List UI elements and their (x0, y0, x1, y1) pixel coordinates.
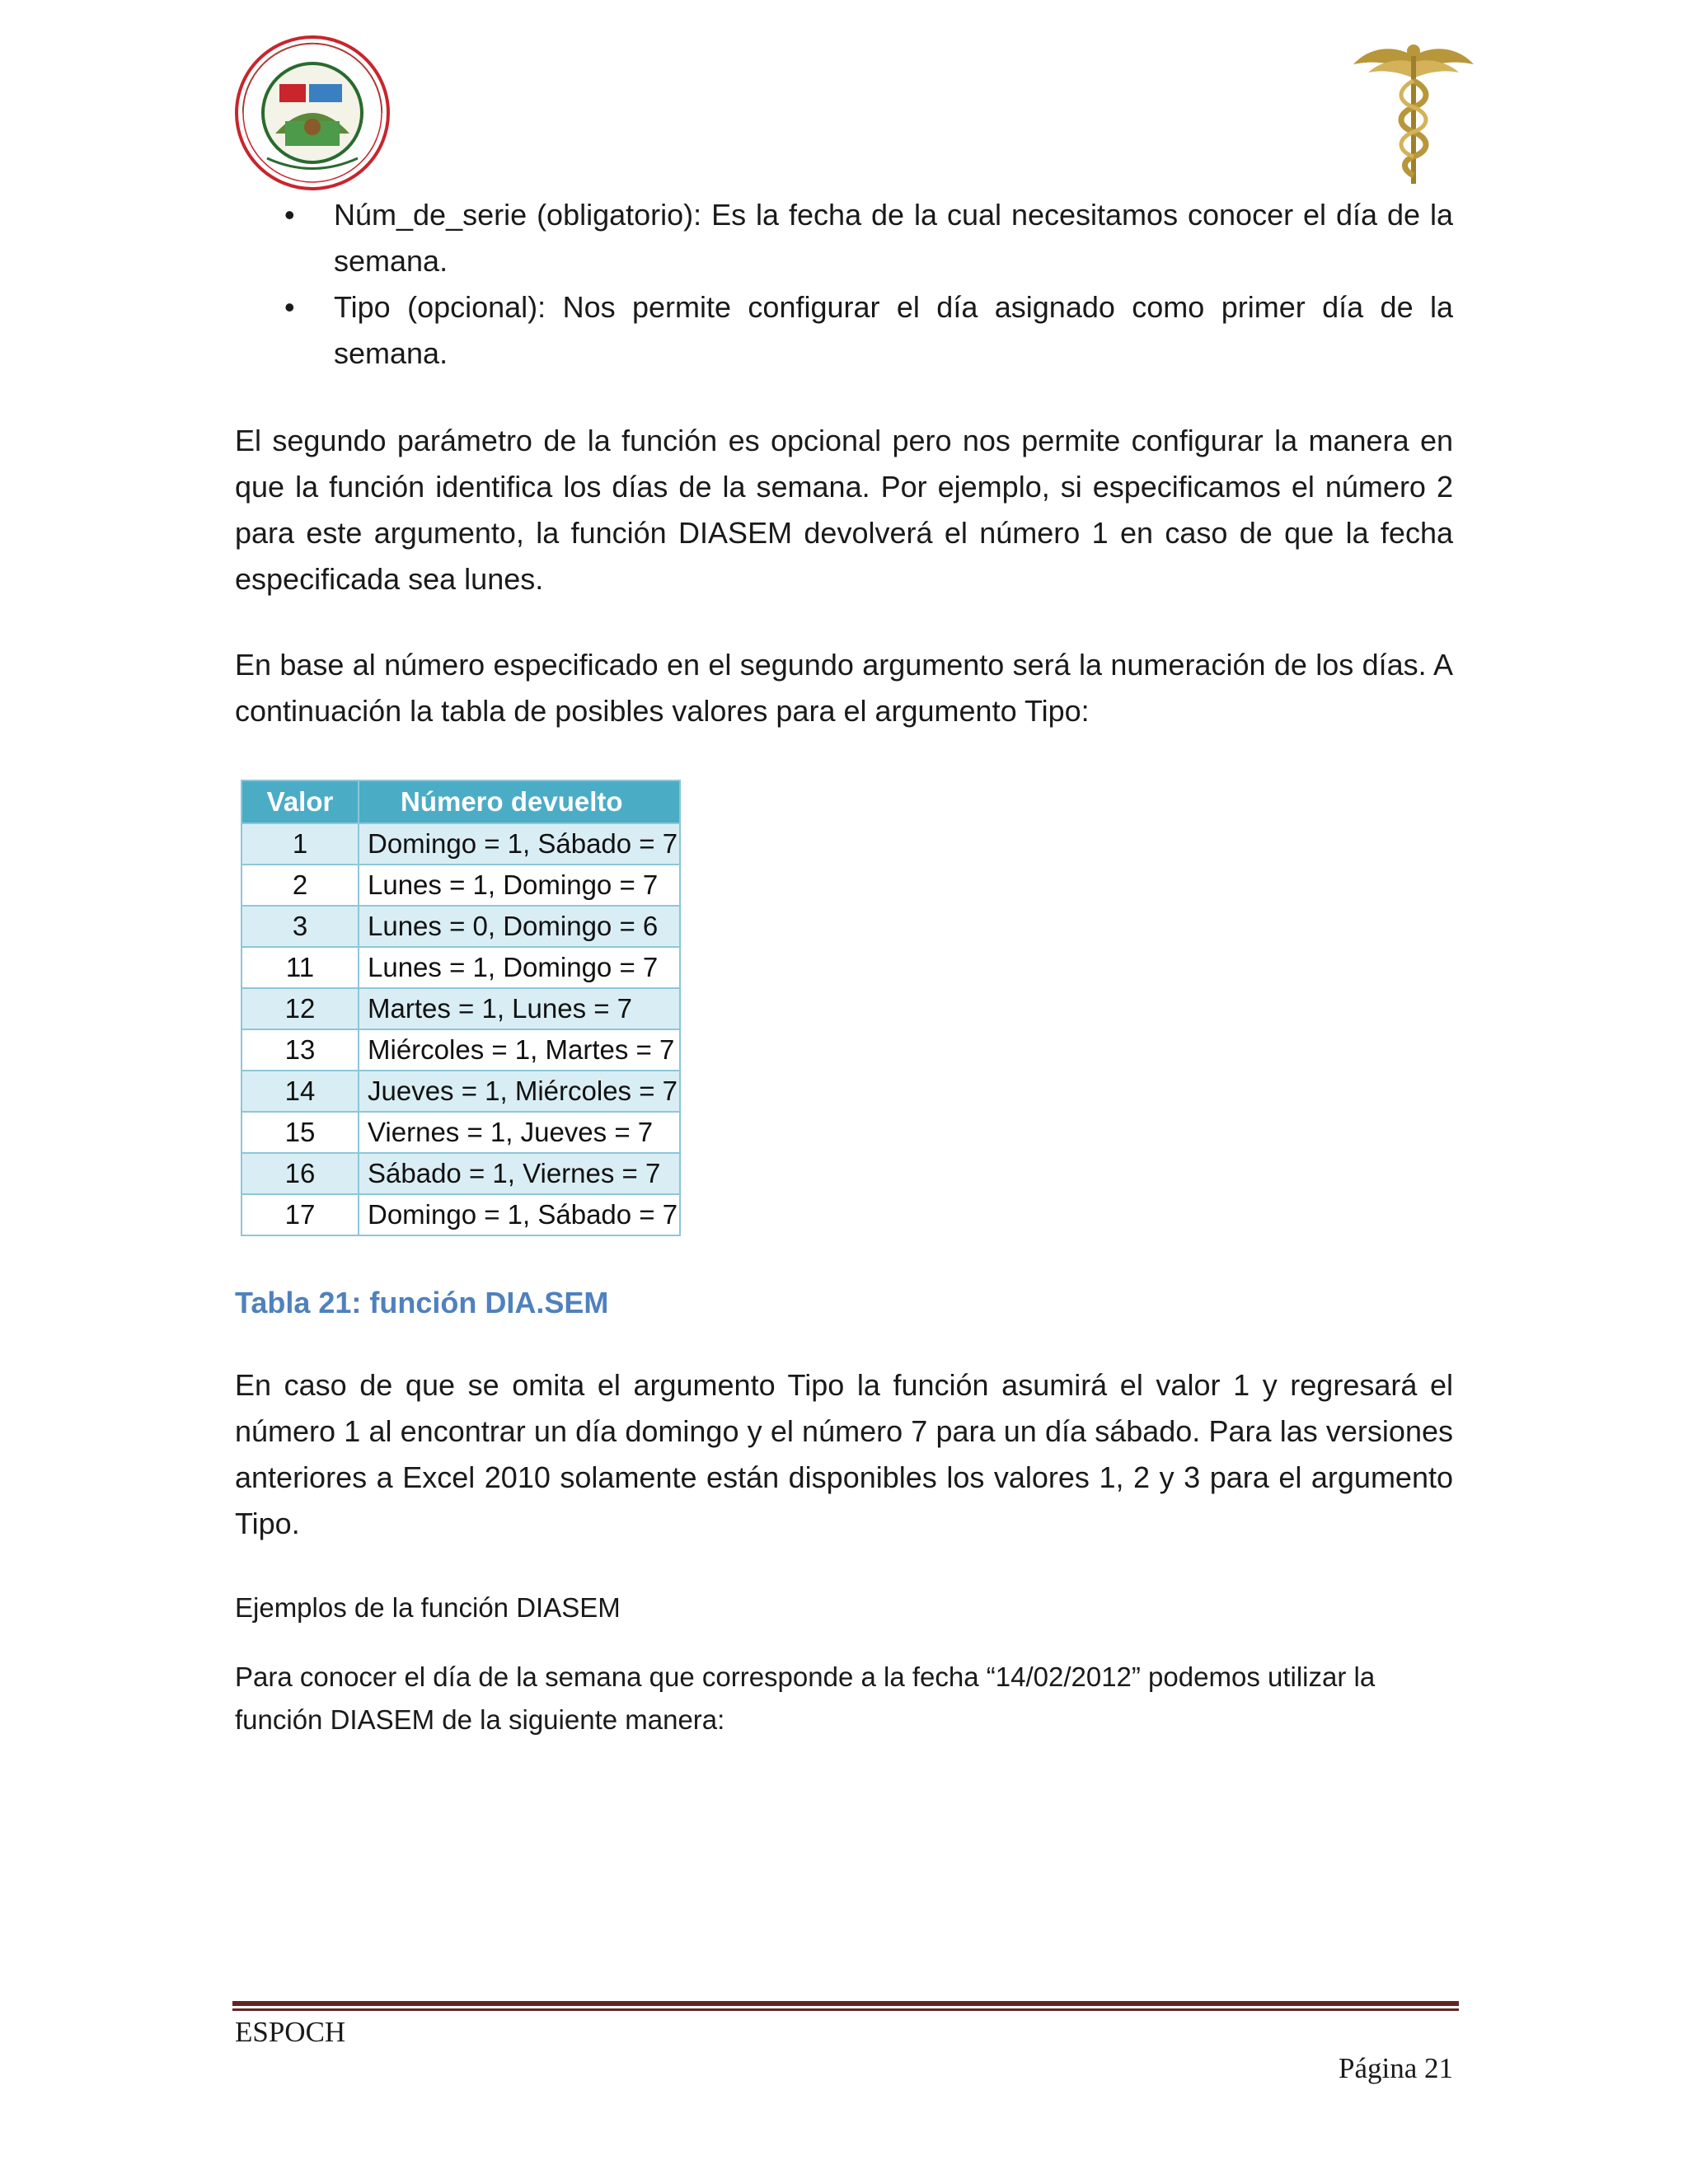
cell-numero: Domingo = 1, Sábado = 7 (359, 1194, 680, 1235)
cell-valor: 13 (241, 1029, 359, 1071)
table-caption: Tabla 21: función DIA.SEM (235, 1286, 609, 1319)
argument-list (235, 192, 1453, 377)
bullet-icon: • (284, 290, 295, 324)
cell-numero: Viernes = 1, Jueves = 7 (359, 1112, 680, 1153)
page-number: Página 21 (1338, 2052, 1453, 2084)
caduceus-icon (1352, 40, 1475, 188)
paragraph: Para conocer el día de la semana que corresponde a la fecha “14/02/2012” podemos utilizar la función DIASEM de la siguiente manera: (235, 1661, 1376, 1735)
cell-valor: 1 (241, 823, 359, 865)
cell-valor: 14 (241, 1071, 359, 1112)
cell-valor: 3 (241, 906, 359, 947)
cell-valor: 17 (241, 1194, 359, 1235)
table-row (241, 906, 680, 947)
list-item (235, 284, 1453, 377)
cell-numero: Martes = 1, Lunes = 7 (359, 988, 680, 1029)
table-row (241, 1194, 680, 1235)
footer-rule (232, 2001, 1459, 2006)
table-row (241, 1071, 680, 1112)
cell-numero: Domingo = 1, Sábado = 7 (359, 823, 680, 865)
table-header-row (241, 780, 680, 823)
cell-numero: Sábado = 1, Viernes = 7 (359, 1153, 680, 1194)
type-values-table (241, 780, 681, 1236)
cell-numero: Miércoles = 1, Martes = 7 (359, 1029, 680, 1071)
bullet-text-serial: Núm_de_serie (obligatorio): Es la fecha de la cual necesitamos conocer el día de la semana. (334, 198, 1453, 278)
footer-rule (232, 2008, 1459, 2011)
table-row (241, 823, 680, 865)
table-row (241, 988, 680, 1029)
paragraph: En caso de que se omita el argumento Tipo la función asumirá el valor 1 y regresará el número 1 al encontrar un día domingo y el número 7 para un día sábado. Para las versiones anteriores a Excel 2010 solamente están disponibles los valores 1, 2 y 3 para el argumento Tipo. (235, 1368, 1453, 1540)
cell-numero: Lunes = 1, Domingo = 7 (359, 865, 680, 906)
table-row (241, 947, 680, 988)
cell-valor: 2 (241, 865, 359, 906)
table-row (241, 1029, 680, 1071)
cell-numero: Lunes = 1, Domingo = 7 (359, 947, 680, 988)
table-row (241, 1112, 680, 1153)
paragraph: En base al número especificado en el segundo argumento será la numeración de los días. A continuación la tabla de posibles valores para el argumento Tipo: (235, 648, 1453, 728)
subheading: Ejemplos de la función DIASEM (235, 1592, 621, 1623)
cell-numero: Lunes = 0, Domingo = 6 (359, 906, 680, 947)
bullet-text-type: Tipo (opcional): Nos permite configurar el día asignado como primer día de la semana. (334, 290, 1453, 370)
column-header-valor: Valor (241, 780, 359, 823)
cell-valor: 11 (241, 947, 359, 988)
footer-institution: ESPOCH (235, 2016, 346, 2048)
table-row (241, 865, 680, 906)
column-header-numero-devuelto: Número devuelto (359, 780, 680, 823)
table-row (241, 1153, 680, 1194)
cell-valor: 16 (241, 1153, 359, 1194)
bullet-icon: • (284, 198, 295, 232)
cell-valor: 15 (241, 1112, 359, 1153)
list-item (235, 192, 1453, 284)
cell-numero: Jueves = 1, Miércoles = 7 (359, 1071, 680, 1112)
cell-valor: 12 (241, 988, 359, 1029)
espoch-seal-logo (234, 35, 391, 191)
paragraph: El segundo parámetro de la función es opcional pero nos permite configurar la manera en que la función identifica los días de la semana. Por ejemplo, si especificamos el número 2 para este argumento, la función DIASEM devolverá el número 1 en caso de que la fecha especificada sea lunes. (235, 424, 1453, 596)
